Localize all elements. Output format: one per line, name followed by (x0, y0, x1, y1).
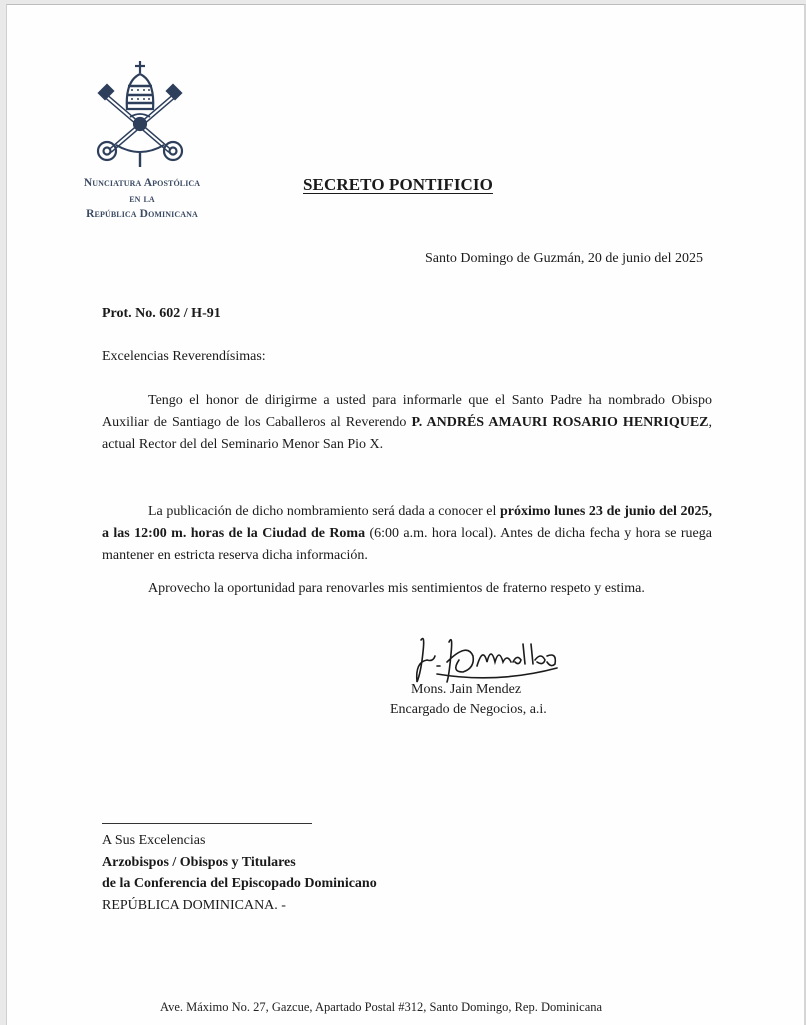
addressee-line-2: Arzobispos / Obispos y Titulares (102, 854, 296, 870)
addressee-line-3: de la Conferencia del Episcopado Dominicano (102, 876, 377, 891)
institution-line-2: en la (129, 192, 155, 205)
signatory-role: Encargado de Negocios, a.i. (390, 702, 547, 717)
paragraph-text: Aprovecho la oportunidad para renovarles mis sentimientos de fraterno respeto y estima. (148, 581, 645, 596)
institution-line-1: Nunciatura Apostólica (83, 177, 201, 189)
date-line: Santo Domingo de Guzmán, 20 de junio del 2025 (424, 251, 703, 266)
signatory-name: Mons. Jain Mendez (411, 682, 522, 697)
paragraph-text: Tengo el honor de dirigirme a usted para informarle que el Santo Padre ha nombrado Obispo Auxiliar de Santiago de los Caballeros al Reverendo (102, 393, 712, 430)
publication-datetime: próximo lunes 23 de junio del 2025, a las 12:00 m. horas de la Ciudad de Roma (102, 504, 712, 541)
papal-emblem-icon (85, 59, 195, 171)
paragraph-appointment (102, 390, 712, 456)
paragraph-text: La publicación de dicho nombramiento será dada a conocer el (148, 504, 500, 519)
letter-page (6, 4, 806, 1025)
paragraph-closing (102, 578, 712, 600)
institution-line-3: República Dominicana (86, 208, 198, 220)
protocol-number: Prot. No. 602 / H-91 (102, 306, 221, 321)
document-title: SECRETO PONTIFICIO (303, 175, 493, 194)
paragraph-publication (102, 501, 712, 567)
institution-name (47, 176, 237, 223)
handwritten-signature-icon (407, 632, 567, 687)
divider (102, 823, 312, 824)
footer-address: Ave. Máximo No. 27, Gazcue, Apartado Postal #312, Santo Domingo, Rep. Dominicana (160, 1000, 603, 1014)
paragraph-text: (6:00 a.m. hora local). Antes de dicha fecha y hora se ruega mantener en estricta reserva dicha información. (102, 526, 712, 563)
paragraph-text: , actual Rector del del Seminario Menor San Pio X. (102, 415, 712, 452)
addressee-block (102, 830, 377, 916)
appointee-name: P. ANDRÉS AMAURI ROSARIO HENRIQUEZ (411, 415, 709, 430)
salutation: Excelencias Reverendísimas: (102, 349, 266, 364)
addressee-line-4: REPÚBLICA DOMINICANA. - (102, 897, 286, 913)
addressee-line-1: A Sus Excelencias (102, 833, 206, 848)
